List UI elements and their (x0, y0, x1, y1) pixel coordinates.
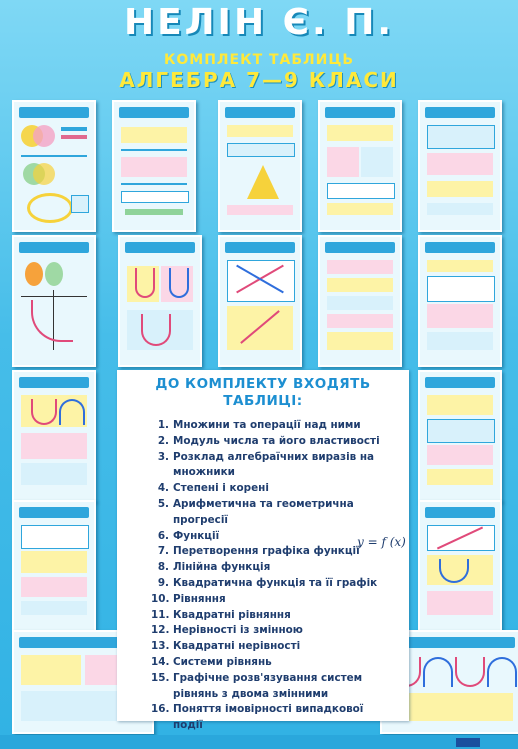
list-item-text: Квадратична функція та її графік (173, 576, 378, 589)
list-item (151, 655, 409, 671)
list-item (151, 481, 409, 497)
list-item (151, 592, 409, 608)
table-thumbnail-systems (418, 370, 502, 502)
author-title: НЕЛІН Є. П. (123, 2, 395, 43)
publisher-logo (456, 738, 480, 747)
table-thumbnail-inequalities-variable (12, 500, 96, 632)
list-title (117, 376, 409, 410)
table-thumbnail-graph-transform (118, 235, 202, 367)
list-title-line2: ТАБЛИЦІ: (223, 393, 303, 409)
list-item (151, 450, 409, 482)
list-item-text: Квадратні нерівності (173, 640, 301, 653)
list-item-text: Графічне розв'язування систем (173, 671, 363, 684)
list-item-number: 8. (157, 561, 169, 574)
tables-list (151, 418, 409, 734)
list-item-continuation: прогресії (173, 513, 228, 526)
function-formula: y = f (x) (357, 535, 406, 549)
list-item-number: 3. (157, 450, 169, 463)
list-item (151, 639, 409, 655)
list-item-text: Функції (173, 529, 220, 542)
table-thumbnail-modulus (112, 100, 196, 232)
list-item-continuation: рівнянь з двома змінними (173, 687, 329, 700)
list-item (151, 497, 409, 529)
list-item-number: 12. (151, 624, 170, 637)
table-thumbnail-equations (318, 235, 402, 367)
list-item-continuation: події (173, 719, 203, 732)
list-item-text: Системи рівнянь (173, 655, 272, 668)
table-thumbnail-factoring (218, 100, 302, 232)
list-item-text: Лінійна функція (173, 561, 271, 574)
list-item-text: Множини та операції над ними (173, 419, 361, 431)
list-item-text: Степені і корені (173, 482, 269, 495)
list-item (151, 576, 409, 592)
list-item-number: 13. (151, 640, 170, 653)
list-item-number: 10. (151, 592, 170, 605)
footer-strip (0, 735, 518, 749)
list-item (151, 671, 409, 703)
list-item-number: 1. (157, 419, 169, 431)
list-item (151, 623, 409, 639)
table-thumbnail-probability (418, 500, 502, 632)
list-item-continuation: множники (173, 466, 235, 479)
list-item-number: 9. (157, 576, 169, 589)
set-subtitle: КОМПЛЕКТ ТАБЛИЦЬ (163, 52, 355, 68)
list-item (151, 418, 409, 434)
list-item-text: Нерівності із змінною (173, 624, 303, 637)
table-thumbnail-progressions (418, 100, 502, 232)
list-item-text: Поняття імовірності випадкової (173, 703, 364, 716)
list-item (151, 560, 409, 576)
table-thumbnail-quadratic-inequalities (12, 370, 96, 502)
list-item (151, 434, 409, 450)
tables-list-panel (117, 370, 409, 732)
list-item-text: Рівняння (173, 592, 226, 605)
table-thumbnail-functions (12, 235, 96, 367)
list-item-number: 7. (157, 545, 169, 558)
list-item (151, 608, 409, 624)
table-thumbnail-powers (318, 100, 402, 232)
list-item-text: Розклад алгебраїчних виразів на (173, 450, 375, 463)
list-item-number: 5. (157, 497, 169, 510)
table-thumbnail-inequalities (418, 235, 502, 367)
table-thumbnail-linear-function (218, 235, 302, 367)
list-item-number: 4. (157, 482, 169, 495)
list-item-number: 15. (151, 671, 170, 684)
table-thumbnail-sets (12, 100, 96, 232)
list-item-text: Модуль числа та його властивості (173, 434, 380, 447)
list-item-text: Перетворення графіка функції (173, 545, 360, 558)
list-item (151, 702, 409, 734)
list-item-text: Квадратні рівняння (173, 608, 291, 621)
course-title: АЛГЕБРА 7—9 КЛАСИ (119, 68, 399, 92)
list-item-number: 14. (151, 655, 170, 668)
list-item-number: 11. (151, 608, 170, 621)
list-title-line1: ДО КОМПЛЕКТУ ВХОДЯТЬ (155, 376, 371, 392)
list-item-number: 16. (151, 703, 170, 716)
list-item-number: 2. (157, 434, 169, 447)
list-item-text: Арифметична та геометрична (173, 497, 354, 510)
list-item-number: 6. (157, 529, 169, 542)
